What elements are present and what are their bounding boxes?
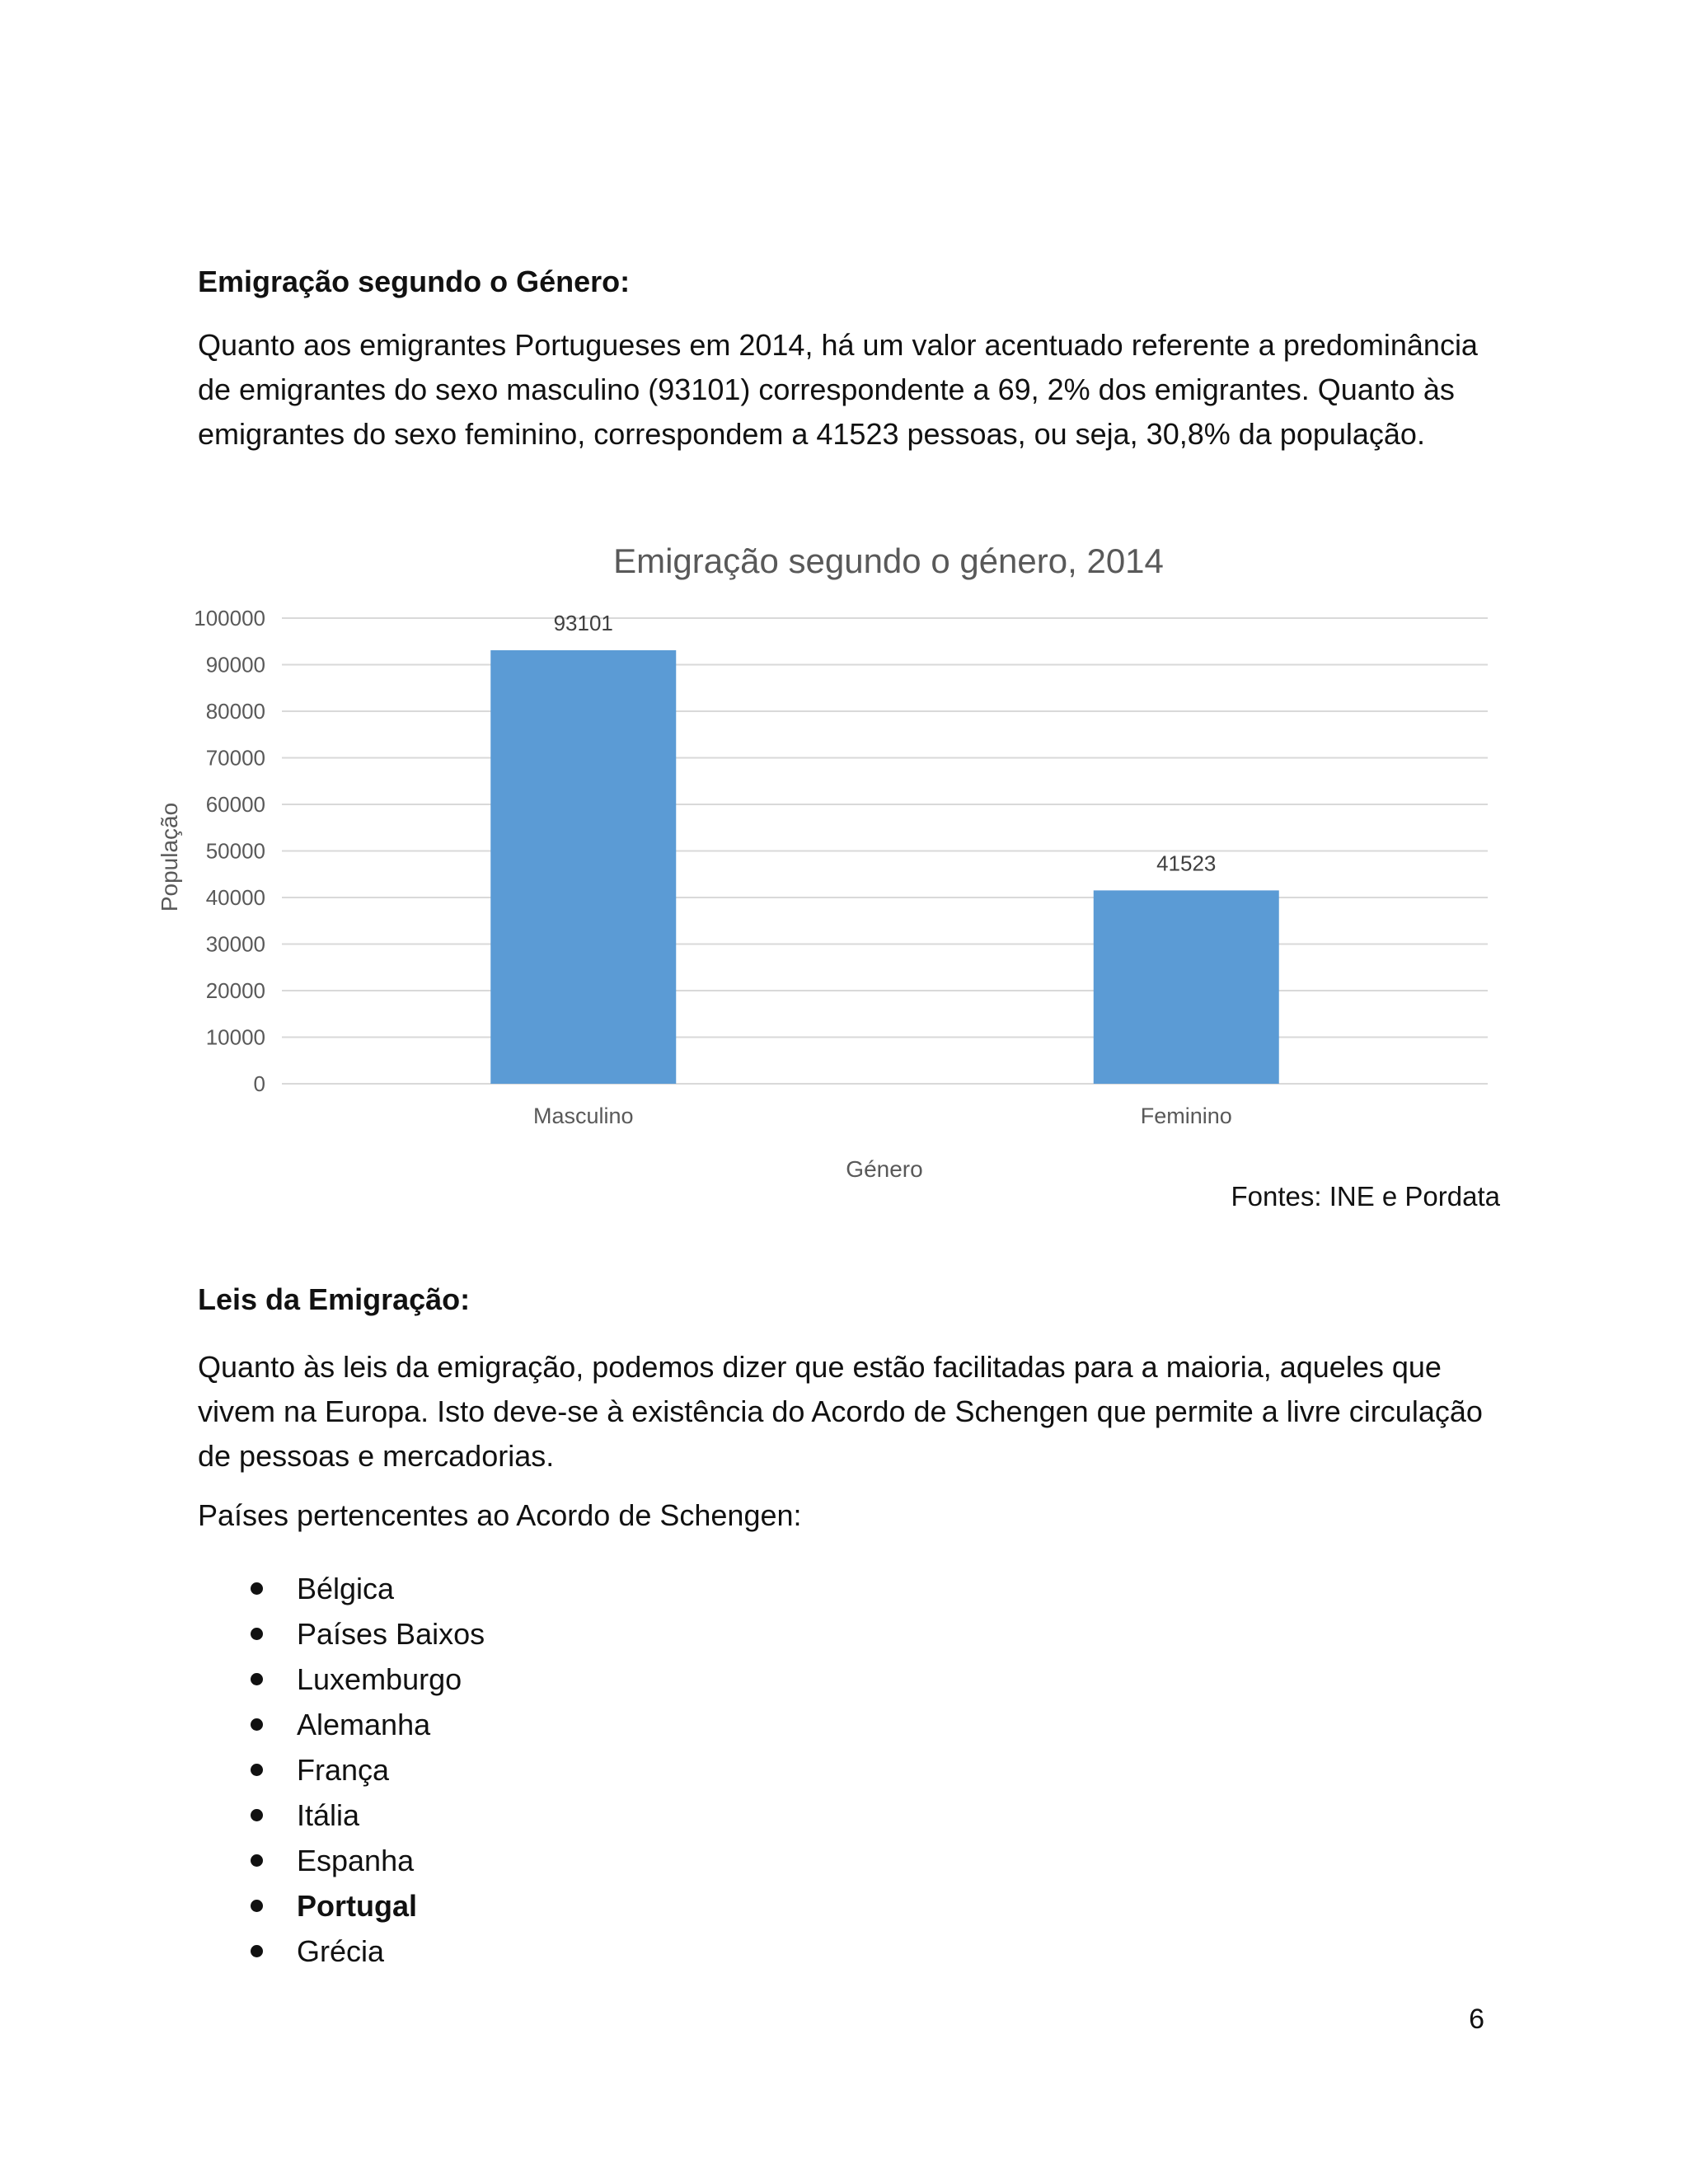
bullet-icon [251, 1764, 263, 1776]
country-name: França [297, 1753, 390, 1787]
y-tick-label: 50000 [205, 838, 265, 864]
y-axis-label: População [157, 802, 182, 912]
list-item [239, 1793, 485, 1838]
country-name: Luxemburgo [297, 1662, 462, 1696]
schengen-country-list [239, 1566, 485, 1974]
page-number: 6 [1469, 2004, 1484, 2035]
list-item [239, 1657, 485, 1702]
bullet-icon [251, 1718, 263, 1731]
y-tick-label: 20000 [205, 978, 265, 1003]
bars [490, 611, 1279, 1084]
list-item [239, 1929, 485, 1974]
country-name: Portugal [297, 1889, 418, 1923]
schengen-list-intro: Países pertencentes ao Acordo de Schengen: [198, 1498, 802, 1532]
bullet-icon [251, 1628, 263, 1640]
list-item [239, 1702, 485, 1747]
y-tick-label: 40000 [205, 885, 265, 910]
list-item [239, 1838, 485, 1883]
bullet-icon [251, 1945, 263, 1957]
y-tick-label: 60000 [205, 792, 265, 817]
gender-chart [148, 536, 1500, 1220]
country-name: Itália [297, 1798, 360, 1832]
x-tick-label: Masculino [532, 1104, 634, 1128]
y-tick-label: 80000 [205, 699, 265, 724]
bullet-icon [251, 1582, 263, 1595]
bullet-icon [251, 1900, 263, 1912]
section-heading-laws: Leis da Emigração: [198, 1282, 471, 1316]
country-name: Alemanha [297, 1708, 431, 1741]
gender-paragraph: Quanto aos emigrantes Portugueses em 2014, há um valor acentuado referente a predominância de emigrantes do sexo masculino (93101) correspondente a 69, 2% dos emigrantes. Quanto às emigrantes do sexo feminino, correspondem a 41523 pessoas, ou seja, 30,8% da população. [198, 328, 1478, 451]
y-tick-label: 10000 [205, 1024, 265, 1050]
list-item [239, 1883, 485, 1929]
chart-source-note: Fontes: INE e Pordata [1231, 1181, 1500, 1212]
bullet-icon [251, 1673, 263, 1685]
list-item [239, 1747, 485, 1793]
country-name: Bélgica [297, 1572, 395, 1605]
country-name: Países Baixos [297, 1617, 485, 1651]
y-tick-label: 90000 [205, 652, 265, 677]
section-heading-gender: Emigração segundo o Género: [198, 265, 631, 298]
bar-masculino [490, 650, 676, 1084]
laws-paragraph: Quanto às leis da emigração, podemos dizer que estão facilitadas para a maioria, aqueles que vivem na Europa. Isto deve-se à existência do Acordo de Schengen que permite a livre circulação de pessoas e mercadorias. [198, 1350, 1483, 1473]
bar-chart-svg [148, 536, 1500, 1220]
bar-feminino [1094, 890, 1279, 1084]
list-item [239, 1611, 485, 1657]
y-tick-label: 0 [253, 1071, 265, 1096]
country-name: Grécia [297, 1934, 385, 1968]
data-label: 41523 [1156, 851, 1217, 876]
data-label: 93101 [553, 610, 613, 635]
grid-lines [282, 618, 1488, 1084]
x-tick-label: Feminino [1140, 1104, 1232, 1128]
country-name: Espanha [297, 1844, 415, 1877]
bullet-icon [251, 1854, 263, 1867]
bullet-icon [251, 1809, 263, 1821]
y-axis-ticks [194, 606, 265, 1096]
chart-title: Emigração segundo o género, 2014 [613, 541, 1164, 580]
y-tick-label: 100000 [194, 606, 265, 630]
y-tick-label: 70000 [205, 745, 265, 771]
y-tick-label: 30000 [205, 931, 265, 957]
x-axis-label: Género [846, 1156, 923, 1182]
list-item [239, 1566, 485, 1611]
x-axis-ticks [533, 1104, 1232, 1128]
